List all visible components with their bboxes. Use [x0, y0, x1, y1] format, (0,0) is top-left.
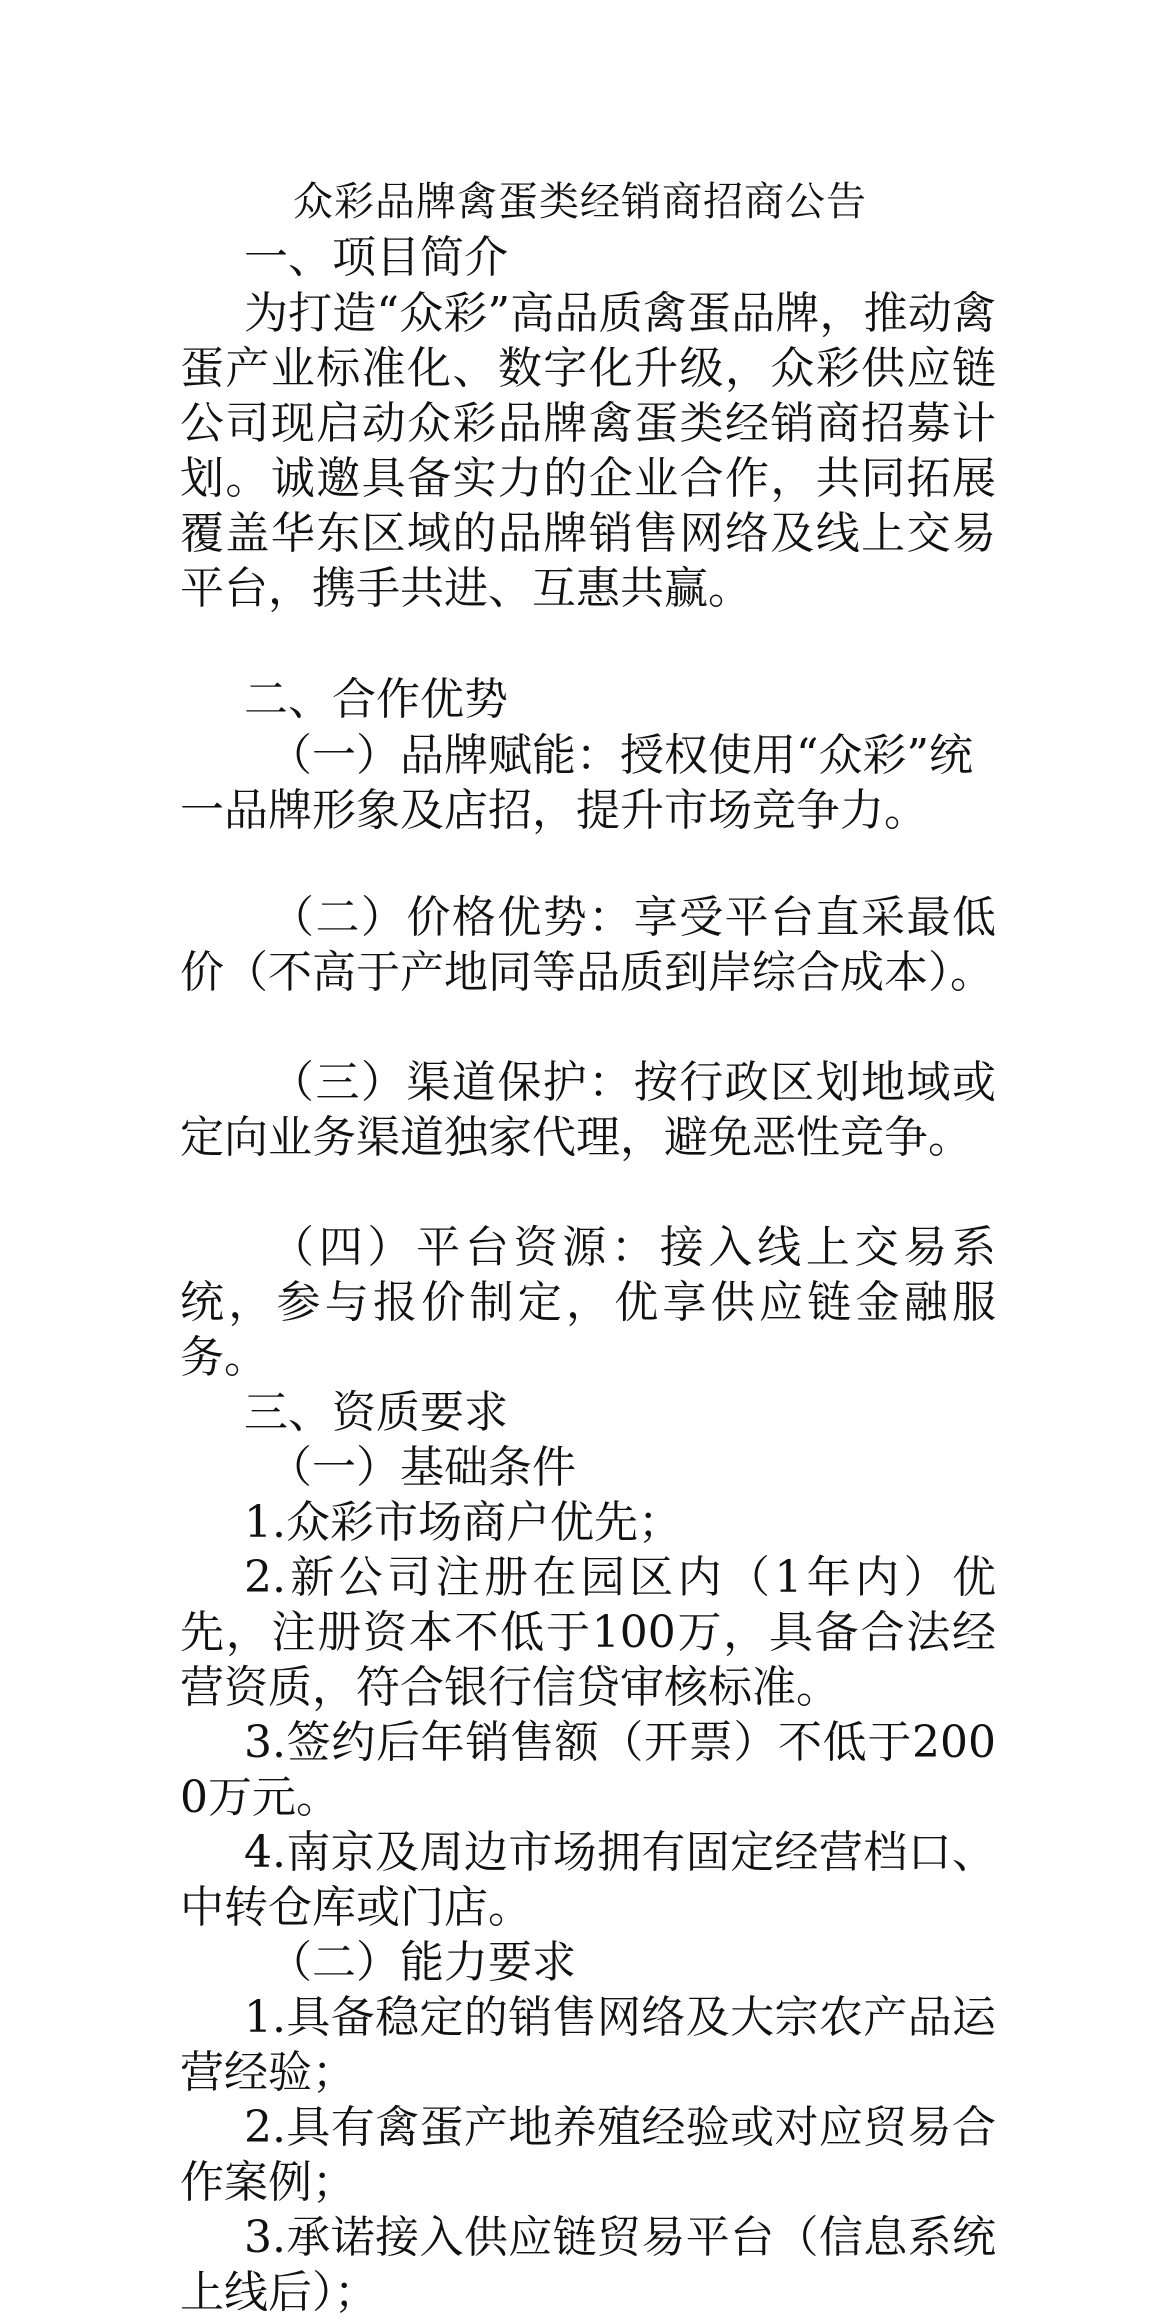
capability-3: 3.承诺接入供应链贸易平台（信息系统上线后）； [180, 2212, 996, 2318]
advantage-1-line-1: （一）品牌赋能：授权使用“众彩”统 [268, 730, 973, 781]
advantage-2-paragraph: （二）价格优势：享受平台直采最低价（不高于产地同等品质到岸综合成本）。 [180, 892, 996, 998]
capability-heading: （二）能力要求 [268, 1937, 576, 1988]
document-title: 众彩品牌禽蛋类经销商招商公告 [293, 179, 867, 225]
condition-3: 3.签约后年销售额（开票）不低于2000万元。 [180, 1717, 996, 1823]
condition-4: 4.南京及周边市场拥有固定经营档口、中转仓库或门店。 [180, 1827, 996, 1933]
capability-2: 2.具有禽蛋产地养殖经验或对应贸易合作案例； [180, 2102, 996, 2208]
basic-conditions-heading: （一）基础条件 [268, 1442, 576, 1493]
section-1-paragraph: 为打造“众彩”高品质禽蛋品牌，推动禽蛋产业标准化、数字化升级，众彩供应链公司现启动众彩品牌禽蛋类经销商招募计划。诚邀具备实力的企业合作，共同拓展覆盖华东区域的品牌销售网络及线上交易平台，携手共进、互惠共赢。 [180, 288, 996, 614]
advantage-1-line-2: 一品牌形象及店招，提升市场竞争力。 [180, 785, 928, 836]
section-3-heading: 三、资质要求 [244, 1387, 508, 1438]
advantage-4-paragraph: （四）平台资源：接入线上交易系统，参与报价制定，优享供应链金融服务。 [180, 1222, 996, 1383]
capability-1: 1.具备稳定的销售网络及大宗农产品运营经验； [180, 1992, 996, 2098]
condition-1: 1.众彩市场商户优先； [244, 1497, 682, 1548]
condition-2: 2.新公司注册在园区内（1年内）优先，注册资本不低于100万，具备合法经营资质，符合银行信贷审核标准。 [180, 1552, 996, 1713]
section-2-heading: 二、合作优势 [244, 674, 508, 725]
section-1-heading: 一、项目简介 [244, 232, 508, 283]
advantage-3-paragraph: （三）渠道保护：按行政区划地域或定向业务渠道独家代理，避免恶性竞争。 [180, 1057, 996, 1163]
